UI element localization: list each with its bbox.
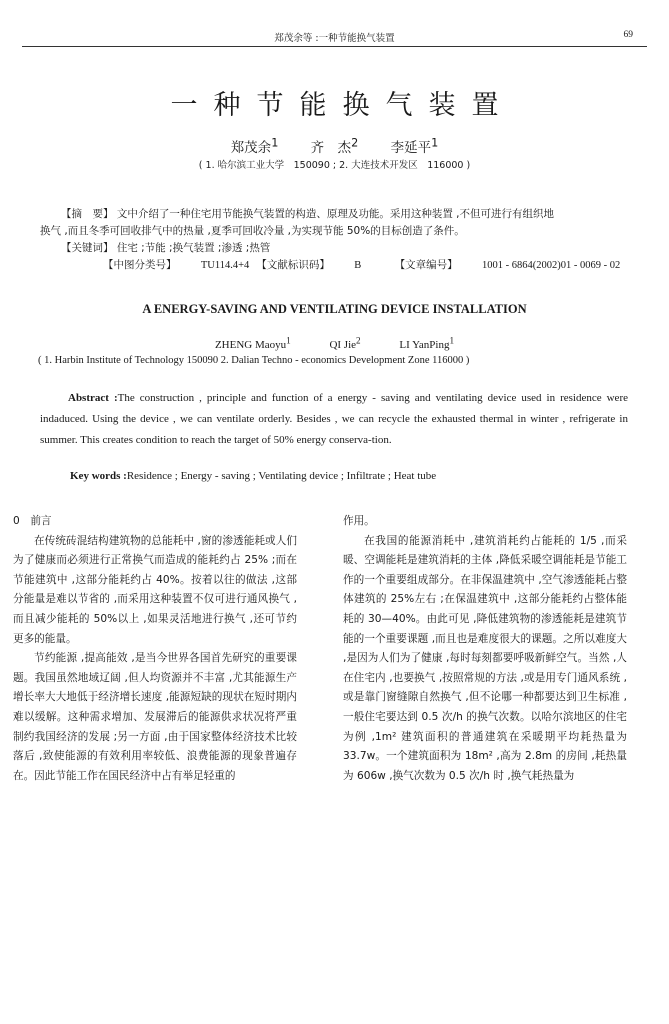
doc-code-value: B <box>354 260 362 271</box>
keywords-label: 【关键词】 <box>61 242 114 254</box>
abstract-en-label: Abstract : <box>68 392 118 404</box>
abstract-en-text: The construction , principle and function of a energy - saving and ventilating device used in residence were indaduced. Using the device , we can ventilate orderly. Besides , we can recycle the exhausted thermal in winter , refrigerate in summer. This creates condition to reach the target of 50% energy conserva-tion. <box>40 392 628 446</box>
article-no-value: 1001 - 6864(2002)01 - 0069 - 02 <box>482 260 621 271</box>
author-cn <box>230 136 279 156</box>
page-number: 69 <box>623 30 633 40</box>
author-affil-sup: 1 <box>286 335 291 345</box>
author-name: 齐 杰 <box>310 140 352 156</box>
keywords-en <box>70 470 630 482</box>
keywords-en-label: Key words : <box>70 470 127 482</box>
body-column-left <box>13 512 297 786</box>
authors-en <box>0 335 669 351</box>
authors-cn <box>0 136 669 156</box>
abstract-cn-line <box>40 206 630 223</box>
header-divider <box>22 46 647 47</box>
author-cn <box>310 136 359 156</box>
abstract-en <box>40 388 628 451</box>
author-affil-sup: 1 <box>431 136 439 150</box>
author-name: ZHENG Maoyu <box>214 338 287 351</box>
author-en <box>399 335 455 351</box>
running-header <box>0 30 669 44</box>
abstract-cn-line <box>40 223 630 240</box>
author-name: QI Jie <box>329 338 357 351</box>
body-paragraph: 节约能源 ,提高能效 ,是当今世界各国首先研究的重要课题。我国虽然地域辽阔 ,但人均资源并不丰富 ,尤其能源生产增长率大大地低于经济增长速度 ,能源短缺的现状在短时期内难以缓解。这种需求增加、发展滞后的能源供求状况将严重制约我国经济的发展 ;另一方面 ,由于国家整体经济技术比较落后 ,致使能源的有效利用率较低、浪费能源的现象普遍存在。因此节能工作在国民经济中占有举足轻重的 <box>13 652 297 782</box>
clc-value: TU114.4+4 <box>200 260 250 271</box>
body-paragraph: 在我国的能源消耗中 ,建筑消耗约占能耗的 1/5 ,而采暖、空调能耗是建筑消耗的主体 ,降低采暖空调能耗是节能工作的一个重要组成部分。在非保温建筑中 ,空气渗透能耗占整体建筑的 25%左右 ;在保温建筑中 ,这部分能耗约占整体能耗的 30—40%。由此可见 ,降低建筑物的渗透能耗是建筑节能的一个重要课题 ,而且也是难度很大的课题。之所以难度大 ,是因为人们为了健康 ,每时每刻都要呼吸新鲜空气。当然 ,人在住宅内 ,也要换气 ,按照常规的方法 ,或是用专门通风系统 ,或是靠门窗缝隙自然换气 ,但不论哪一种都要达到卫生标准 ,一般住宅要达到 0.5 次/h 的换气次数。以哈尔滨地区的住宅为例 ,1m² 建筑面积的普通建筑在采暖期平均耗热量为 33.7w。一个建筑面积为 18m² ,高为 2.8m 的房间 ,耗热量为 606w ,换气次数为 0.5 次/h 时 ,换气耗热量为 <box>343 534 627 782</box>
abstract-cn <box>40 206 630 274</box>
author-name: 郑茂余 <box>230 140 272 156</box>
body-paragraph: 在传统砖混结构建筑物的总能耗中 ,窗的渗透能耗或人们为了健康而必须进行正常换气而造成的能耗约占 25% ;而在节能建筑中 ,这部分能耗约占 40%。按着以往的做法 ,这部分能量是难以节省的 ,而采用这种装置不仅可进行通风换气 ,而且减少能耗的 50%以上 ,如果灵活地进行换气 ,还可节约更多的能量。 <box>13 534 297 645</box>
author-cn <box>390 136 439 156</box>
paper-title-en: A ENERGY-SAVING AND VENTILATING DEVICE INSTALLATION <box>142 302 527 316</box>
clc-field <box>61 257 250 274</box>
author-affil-sup: 2 <box>351 136 359 150</box>
running-title: 郑茂余等 :一种节能换气装置 <box>274 33 395 44</box>
doc-code-label: 【文献标识码】 <box>256 259 330 271</box>
article-no-field <box>353 257 621 274</box>
keywords-cn: 住宅 ;节能 ;换气装置 ;渗透 ;热管 <box>116 242 271 254</box>
body-column-right <box>343 512 627 786</box>
author-name: LI YanPing <box>399 338 450 351</box>
clc-label: 【中图分类号】 <box>103 259 177 271</box>
author-affil-sup: 1 <box>271 136 279 150</box>
author-en <box>329 335 361 351</box>
abstract-text: 换气 ,而且冬季可回收排气中的热量 ,夏季可回收冷量 ,为实现节能 50%的目标创造了条件。 <box>40 225 465 237</box>
paper-title: 一种节能换气装置 <box>170 90 515 121</box>
affiliation-cn: ( 1. 哈尔滨工业大学 150090 ; 2. 大连技术开发区 116000 ) <box>198 160 471 171</box>
doc-code-field <box>214 257 362 274</box>
article-no-label: 【文章编号】 <box>394 259 458 271</box>
author-affil-sup: 1 <box>449 335 455 345</box>
abstract-text: 文中介绍了一种住宅用节能换气装置的构造、原理及功能。采用这种装置 ,不但可进行有组织地 <box>116 208 555 220</box>
keywords-cn-row <box>40 240 630 257</box>
author-name: 李延平 <box>390 140 432 156</box>
author-en <box>214 335 291 351</box>
classification-row <box>40 257 630 274</box>
affiliation-en: ( 1. Harbin Institute of Technology 150090 2. Dalian Techno - economics Development Zone 116000 ) <box>38 355 470 366</box>
body-paragraph: 作用。 <box>343 515 375 527</box>
abstract-label: 【摘 要】 <box>61 208 114 220</box>
author-affil-sup: 2 <box>356 335 361 345</box>
keywords-en-text: Residence ; Energy - saving ; Ventilating device ; Infiltrate ; Heat tube <box>126 470 437 482</box>
section-heading: 0 前言 <box>13 515 52 527</box>
